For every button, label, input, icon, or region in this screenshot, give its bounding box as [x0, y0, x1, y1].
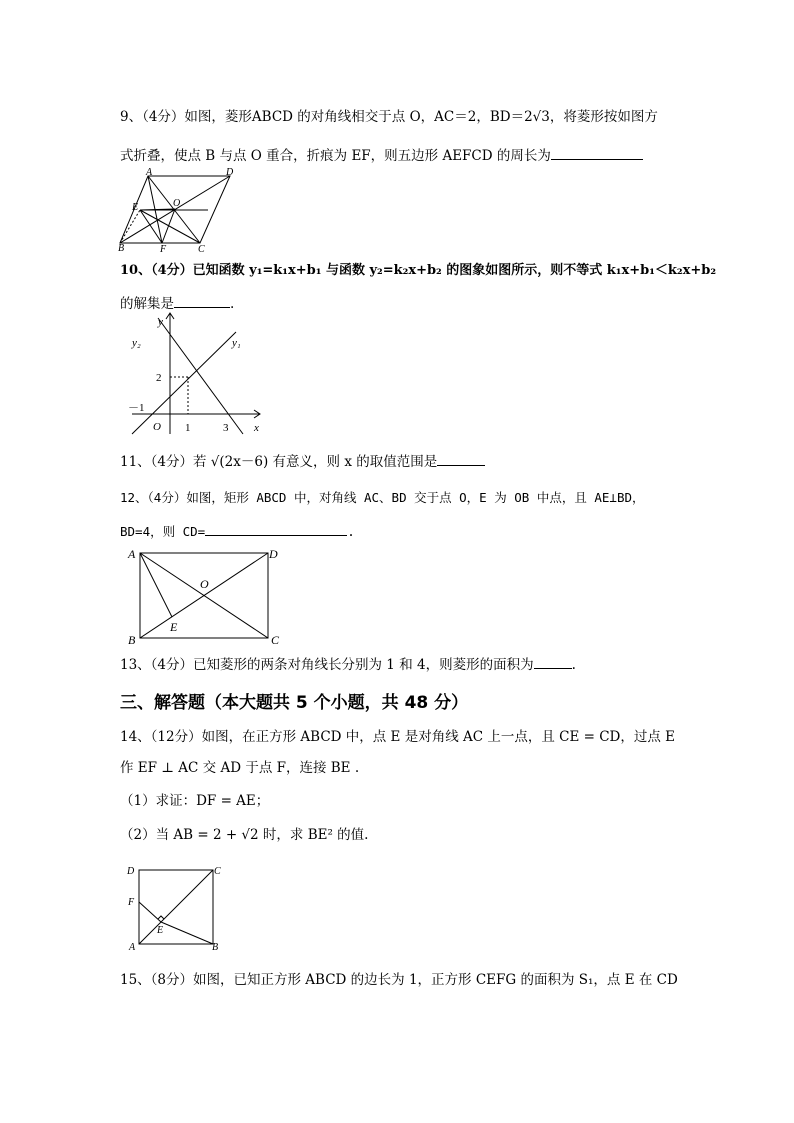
q13-period: . [571, 657, 576, 673]
q14-label-d: D [127, 866, 135, 877]
q12-label-b: B [128, 633, 136, 646]
q12-label-c: C [271, 633, 280, 646]
q14-label-c: C [214, 866, 221, 877]
q11-text: 11、（4分）若 √(2x－6) 有意义，则 x 的取值范围是 [120, 454, 438, 470]
q12-label-o: O [200, 577, 209, 591]
q12-label-a: A [128, 547, 136, 561]
q10-line1: 10、（4分）已知函数 y₁=k₁x+b₁ 与函数 y₂=k₂x+b₂ 的图象如图所示，则不等式 k₁x+b₁＜k₂x+b₂ [120, 263, 717, 278]
q9-line1: 9、（4分）如图，菱形ABCD 的对角线相交于点 O，AC＝2，BD＝2√3，将菱形按如图方 [120, 109, 658, 125]
q10-period: . [230, 296, 235, 312]
q14-part2: （2）当 AB = 2 + √2 时，求 BE² 的值. [120, 827, 369, 843]
q14-square-figure [124, 862, 224, 952]
q13-text: 13、（4分）已知菱形的两条对角线长分别为 1 和 4，则菱形的面积为 [120, 657, 534, 673]
q14-label-f: F [128, 897, 135, 908]
q10-label-neg1: －1 [128, 402, 145, 414]
q12-rectangle-figure [124, 544, 286, 646]
q9-line2 [120, 145, 643, 165]
q11-line [120, 451, 485, 471]
q14-label-a: A [129, 942, 136, 952]
q10-answer-blank [174, 293, 230, 308]
q10-label-1: 1 [185, 422, 191, 434]
q14-label-b: B [212, 942, 219, 952]
section-3-heading: 三、解答题（本大题共 5 个小题，共 48 分） [120, 693, 469, 713]
q10-line2-text: 的解集是 [120, 296, 174, 312]
q9-label-d: D [226, 167, 234, 178]
q10-label-y: y [158, 316, 163, 328]
q13-line [120, 654, 576, 674]
q10-graph-figure [122, 310, 268, 438]
q10-label-origin: O [153, 421, 161, 433]
q15-line1: 15、（8分）如图，已知正方形 ABCD 的边长为 1，正方形 CEFG 的面积为 S₁，点 E 在 CD [120, 972, 678, 988]
q12-answer-blank [205, 521, 347, 536]
q12-line1: 12、（4分）如图，矩形 ABCD 中，对角线 AC、BD 交于点 O，E 为 OB 中点，且 AE⊥BD， [120, 490, 645, 505]
q9-label-o: O [173, 198, 181, 209]
q12-line2-text: BD=4，则 CD= [120, 524, 206, 539]
q12-period: . [347, 524, 355, 539]
q12-label-e: E [170, 620, 178, 634]
q14-line2: 作 EF ⊥ AC 交 AD 于点 F，连接 BE . [120, 760, 360, 776]
q10-label-y2: y₂ [132, 337, 141, 349]
q12-line2 [120, 521, 355, 541]
q10-label-y1: y₁ [232, 337, 241, 349]
q14-label-e: E [157, 925, 164, 936]
q9-label-a: A [146, 167, 153, 178]
q10-label-x: x [254, 422, 259, 434]
q11-answer-blank [437, 451, 485, 466]
q14-line1: 14、（12分）如图，在正方形 ABCD 中，点 E 是对角线 AC 上一点，且 CE = CD，过点 E [120, 729, 676, 745]
q9-answer-blank [551, 145, 643, 160]
q13-answer-blank [534, 654, 572, 669]
q9-label-b: B [118, 243, 125, 252]
q9-label-f: F [160, 244, 167, 252]
q10-label-2: 2 [156, 372, 162, 384]
q9-rhombus-figure [118, 166, 238, 252]
q9-label-c: C [198, 244, 205, 252]
q9-line2-text: 式折叠，使点 B 与点 O 重合，折痕为 EF，则五边形 AEFCD 的周长为 [120, 148, 551, 164]
q9-label-e: E [132, 202, 139, 213]
q14-part1: （1）求证：DF = AE； [120, 793, 270, 809]
q12-label-d: D [269, 547, 278, 561]
q10-label-3: 3 [223, 422, 229, 434]
